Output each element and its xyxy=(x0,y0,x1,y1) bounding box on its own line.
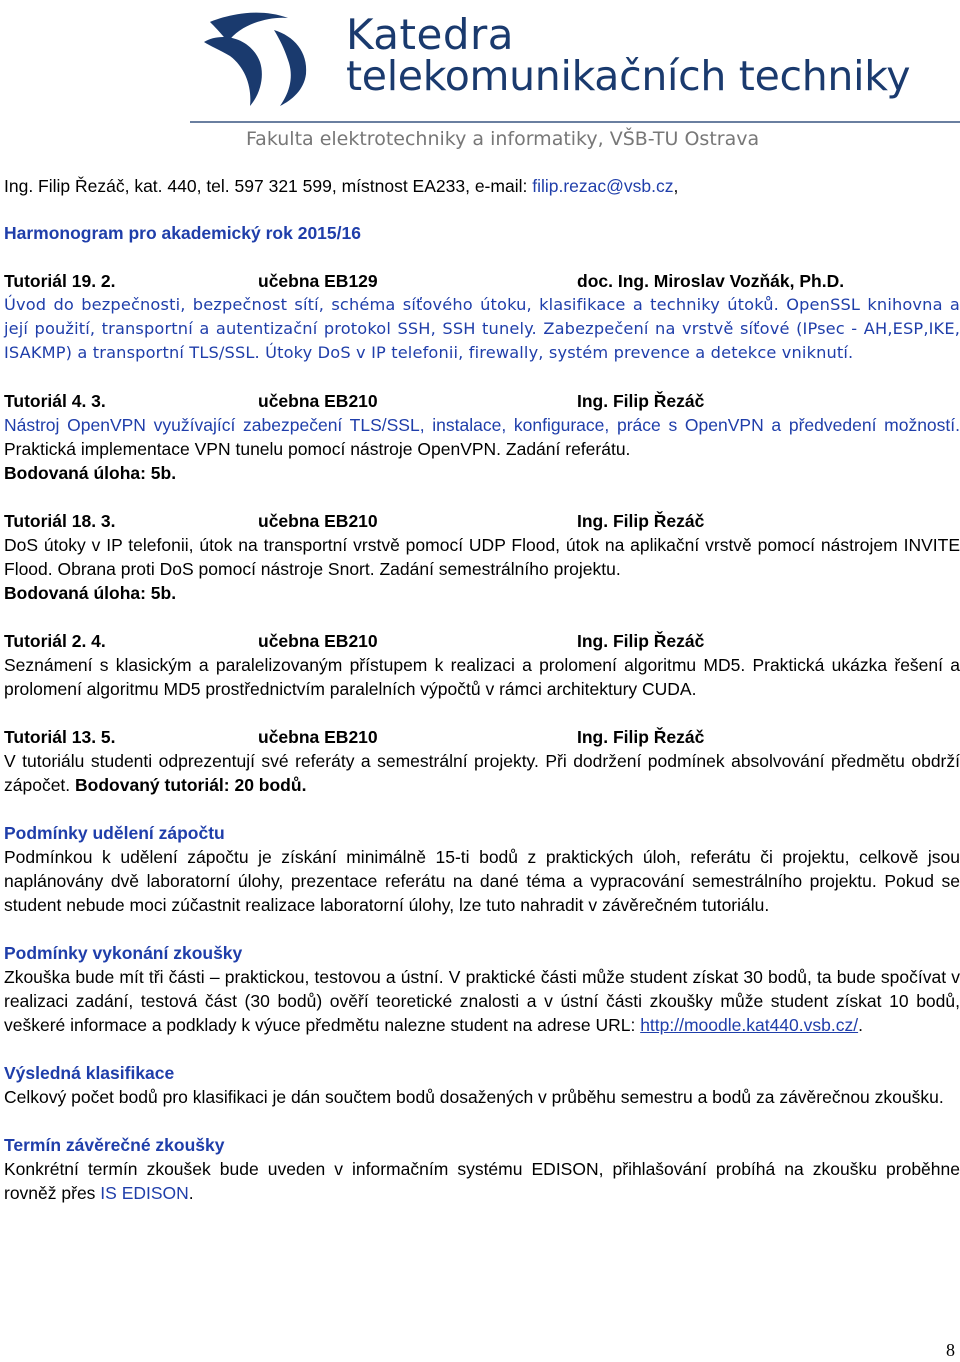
document-body xyxy=(4,174,960,1205)
section-text-zkouska xyxy=(4,965,960,1037)
tutorial-room: učebna EB129 xyxy=(258,271,378,291)
section-title-zapocet: Podmínky udělení zápočtu xyxy=(4,823,225,843)
tutorial-room: učebna EB210 xyxy=(258,727,378,747)
header-divider xyxy=(190,121,960,123)
section-text: Konkrétní termín zkoušek bude uveden v informačním systému EDISON, přihlašování probíhá na zkoušku proběhne rovněž přes xyxy=(4,1159,960,1203)
tutorial-description: DoS útoky v IP telefonii, útok na transportní vrstvě pomocí UDP Flood, útok na aplikační vrstvě pomocí nástrojem INVITE Flood. Obrana proti DoS pomocí nástroje Snort. Zadání semestrálního projektu. xyxy=(4,535,960,579)
tutorial-date: Tutoriál 19. 2. xyxy=(4,271,116,291)
contact-text: Ing. Filip Řezáč, kat. 440, tel. 597 321 599, místnost EA233, e-mail: xyxy=(4,176,533,196)
tutorial-lecturer: Ing. Filip Řezáč xyxy=(577,727,705,747)
tutorial-date: Tutoriál 2. 4. xyxy=(4,631,106,651)
tutorial-header xyxy=(4,509,960,533)
section-title-zkouska: Podmínky vykonání zkoušky xyxy=(4,943,243,963)
tutorial-header xyxy=(4,629,960,653)
contact-line xyxy=(4,174,960,198)
tutorial-description: Úvod do bezpečnosti, bezpečnost sítí, schéma síťového útoku, klasifikace a techniky útoků. OpenSSL knihovna a její použití, transportní a autentizační protokol SSH, SSH tunely. Zabezpečení na vrstvě síťové (IPsec - AH,ESP,IKE, ISAKMP) a transportní TLS/SSL. Útoky DoS v IP telefonii, firewally, systém prevence a detekce vniknutí. xyxy=(4,295,960,362)
tutorial-date: Tutoriál 18. 3. xyxy=(4,511,116,531)
tutorial-room: učebna EB210 xyxy=(258,511,378,531)
section-title-termin: Termín závěrečné zkoušky xyxy=(4,1135,225,1155)
tutorial-room: učebna EB210 xyxy=(258,391,378,411)
contact-suffix: , xyxy=(673,176,679,196)
tutorial-description-black: Praktická implementace VPN tunelu pomocí nástroje OpenVPN. Zadání referátu. xyxy=(4,439,631,459)
department-name-line1: Katedra xyxy=(346,10,515,59)
tutorial-points: Bodovaná úloha: 5b. xyxy=(4,463,177,483)
email-link[interactable]: filip.rezac@vsb.cz xyxy=(532,176,674,196)
department-name-line2: telekomunikačních techniky xyxy=(346,52,911,100)
edison-link[interactable]: IS EDISON xyxy=(100,1183,189,1203)
tutorial-points: Bodovaná úloha: 5b. xyxy=(4,583,177,603)
tutorial-date: Tutoriál 4. 3. xyxy=(4,391,106,411)
tutorial-lecturer: Ing. Filip Řezáč xyxy=(577,511,705,531)
section-text-termin xyxy=(4,1157,960,1205)
tutorial-header xyxy=(4,389,960,413)
tutorial-description xyxy=(4,413,960,461)
section-suffix: . xyxy=(858,1015,863,1035)
tutorial-header xyxy=(4,725,960,749)
tutorial-date: Tutoriál 13. 5. xyxy=(4,727,116,747)
department-logo-icon xyxy=(190,2,320,112)
section-suffix: . xyxy=(188,1183,194,1203)
section-text-zapocet: Podmínkou k udělení zápočtu je získání minimálně 15-ti bodů z praktických úloh, referátu či projektu, celkově jsou naplánovány dvě laboratorní úlohy, prezentace referátu na dané téma a vypracování semestrálního projektu. Pokud se student nebude moci zúčastnit realizace laboratorní úlohy, lze tuto nahradit v závěrečném tutoriálu. xyxy=(4,847,960,915)
tutorial-lecturer: Ing. Filip Řezáč xyxy=(577,631,705,651)
page-header xyxy=(0,0,960,160)
page-number: 8 xyxy=(946,1340,955,1360)
tutorial-description: Seznámení s klasickým a paralelizovaným přístupem k realizaci a prolomení algoritmu MD5. Praktická ukázka řešení a prolomení algoritmu MD5 prostřednictvím paralelních výpočtů v rámci architektury CUDA. xyxy=(4,655,960,699)
section-title-klasifikace: Výsledná klasifikace xyxy=(4,1063,175,1083)
section-text: Zkouška bude mít tři části – praktickou, testovou a ústní. V praktické části může student získat 30 bodů, ta bude spočívat v realizaci zadání, testová část (30 bodů) ověří teoretické znalosti a v ústní části zkoušky může student získat 10 bodů, veškeré informace a podklady k výuce předmětu nalezne student na adrese URL: xyxy=(4,967,960,1035)
tutorial-lecturer: Ing. Filip Řezáč xyxy=(577,391,705,411)
harmonogram-title: Harmonogram pro akademický rok 2015/16 xyxy=(4,223,361,243)
moodle-link[interactable]: http://moodle.kat440.vsb.cz/ xyxy=(640,1015,859,1035)
tutorial-lecturer: doc. Ing. Miroslav Vozňák, Ph.D. xyxy=(577,271,845,291)
tutorial-description-text: V tutoriálu studenti odprezentují své referáty a semestrální projekty. Při dodržení podmínek absolvování předmětu obdrží zápočet. xyxy=(4,751,960,795)
tutorial-description-blue: Nástroj OpenVPN využívající zabezpečení TLS/SSL, instalace, konfigurace, práce s OpenVPN a předvedení možností. xyxy=(4,415,960,435)
tutorial-header xyxy=(4,269,960,293)
faculty-name: Fakulta elektrotechniky a informatiky, VŠB-TU Ostrava xyxy=(246,128,760,150)
tutorial-points: Bodovaný tutoriál: 20 bodů. xyxy=(75,775,307,795)
tutorial-room: učebna EB210 xyxy=(258,631,378,651)
section-text-klasifikace: Celkový počet bodů pro klasifikaci je dán součtem bodů dosažených v průběhu semestru a bodů za závěrečnou zkoušku. xyxy=(4,1087,944,1107)
tutorial-description xyxy=(4,749,960,797)
